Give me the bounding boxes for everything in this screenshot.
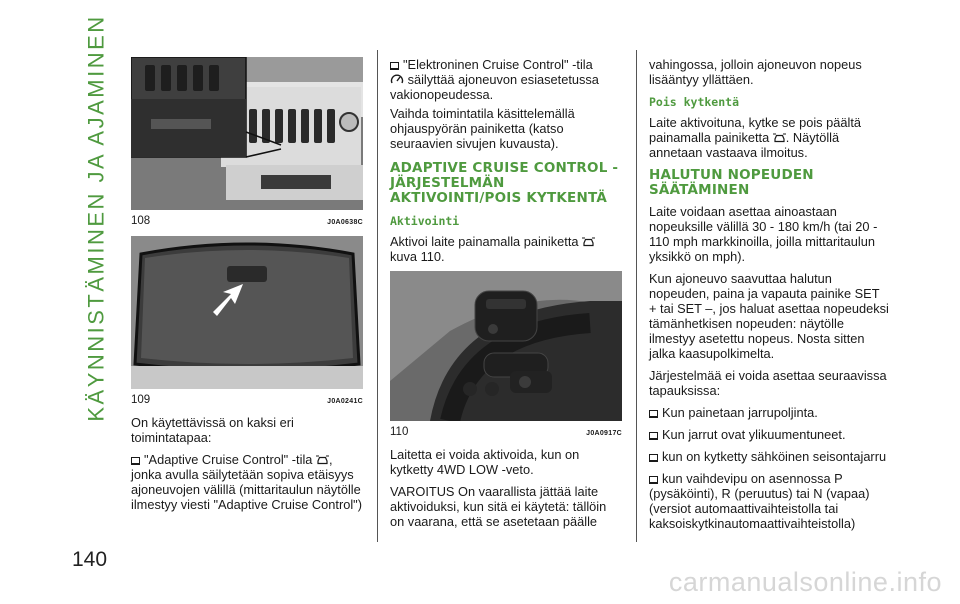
- intro-text: On käytettävissä on kaksi eri toimintatapaa:: [131, 415, 294, 445]
- page-number: 140: [72, 548, 108, 571]
- figure-110-steering-wheel: [390, 271, 622, 421]
- mode-item-electronic: "Elektroninen Cruise Control" -tila säilyttää ajoneuvon esiasetetussa vakionopeudessa.: [390, 57, 599, 102]
- list-item: Kun jarrut ovat ylikuumentuneet.: [649, 427, 889, 442]
- list-item: Kun painetaan jarrupoljinta.: [649, 405, 889, 420]
- column-divider: [377, 50, 378, 542]
- warning-continued: vahingossa, jolloin ajoneuvon nopeus lisääntyy yllättäen.: [649, 57, 862, 87]
- acc-car-icon: [316, 455, 329, 466]
- activation-text: Aktivoi laite painamalla painiketta kuva 110.: [390, 234, 622, 264]
- conditions-list: [649, 405, 889, 531]
- figure-caption: 108 J0A0638C: [131, 215, 363, 227]
- steering-wheel-illustration: [390, 271, 622, 421]
- windscreen-illustration: [131, 236, 363, 389]
- warning-text: VAROITUS On vaarallista jättää laite aktivoiduksi, kun sitä ei käytetä: tällöin on vaarana, että se asetetaan päälle: [390, 484, 607, 529]
- acc-car-icon: [582, 237, 595, 248]
- set-speed-text: Kun ajoneuvo saavuttaa halutun nopeuden, paina ja vapauta painike SET + tai SET –, jos haluat asettaa nopeudeksi tämänhetkisen nopeuden: näytölle ilmestyy asetettu nopeus. Nosta sitten jalka kaasupolkimelta.: [649, 271, 889, 361]
- sub-heading-deactivation: Pois kytkentä: [649, 95, 740, 109]
- watermark: carmanualsonline.info: [668, 567, 942, 597]
- bullet-box-icon: [649, 410, 658, 418]
- deactivation-text: Laite aktivoituna, kytke se pois päältä painamalla painiketta . Näytöllä annetaan vastaava ilmoitus.: [649, 115, 861, 160]
- bullet-box-icon: [649, 454, 658, 462]
- mode-item-adaptive: "Adaptive Cruise Control" -tila , jonka avulla säilytetään sopiva etäisyys ajoneuvojen välillä (mittaritaulun näytölle ilmestyy viesti "Adaptive Cruise Control"): [131, 452, 362, 512]
- section-heading-acc: ADAPTIVE CRUISE CONTROL -JÄRJESTELMÄN AKTIVOINTI/POIS KYTKENTÄ: [390, 160, 619, 206]
- cruise-speedometer-icon: [390, 73, 404, 86]
- column-1: [131, 57, 363, 519]
- acc-car-icon: [773, 133, 786, 144]
- sub-heading-activation: Aktivointi: [390, 214, 460, 228]
- speed-range-text: Laite voidaan asettaa ainoastaan nopeuksille välillä 30 - 180 km/h (tai 20 - 110 mph markkinoilla, joilla mittaritaulun yksikkö on mph).: [649, 204, 878, 264]
- list-item: kun vaihdevipu on asennossa P (pysäköinti), R (peruutus) tai N (vapaa) (versiot automaattivaihteistolla tai kaksoiskytkinautomaattivaihteistolla): [649, 471, 870, 531]
- figure-109-windscreen: [131, 236, 363, 389]
- bullet-box-icon: [131, 457, 140, 465]
- figure-108-jeep-front: [131, 57, 363, 210]
- bullet-box-icon: [390, 62, 399, 70]
- column-2: [390, 57, 622, 536]
- figure-caption: 109 J0A0241C: [131, 394, 363, 406]
- bullet-box-icon: [649, 476, 658, 484]
- cannot-set-text: Järjestelmää ei voida asettaa seuraavissa tapauksissa:: [649, 368, 887, 398]
- column-divider: [636, 50, 637, 542]
- bullet-box-icon: [649, 432, 658, 440]
- column-3: [649, 57, 889, 538]
- list-item: kun on kytketty sähköinen seisontajarru: [649, 449, 889, 464]
- chapter-title: KÄYNNISTÄMINEN JA AJAMINEN: [84, 13, 110, 422]
- no-activate-text: Laitetta ei voida aktivoida, kun on kytketty 4WD LOW -veto.: [390, 447, 580, 477]
- switch-mode-text: Vaihda toimintatila käsittelemällä ohjauspyörän painiketta (katso seuraavien sivujen kuvausta).: [390, 106, 575, 151]
- figure-caption: 110 J0A0917C: [390, 426, 622, 438]
- section-heading-speed: HALUTUN NOPEUDEN SÄÄTÄMINEN: [649, 167, 814, 198]
- jeep-front-illustration: [131, 57, 363, 210]
